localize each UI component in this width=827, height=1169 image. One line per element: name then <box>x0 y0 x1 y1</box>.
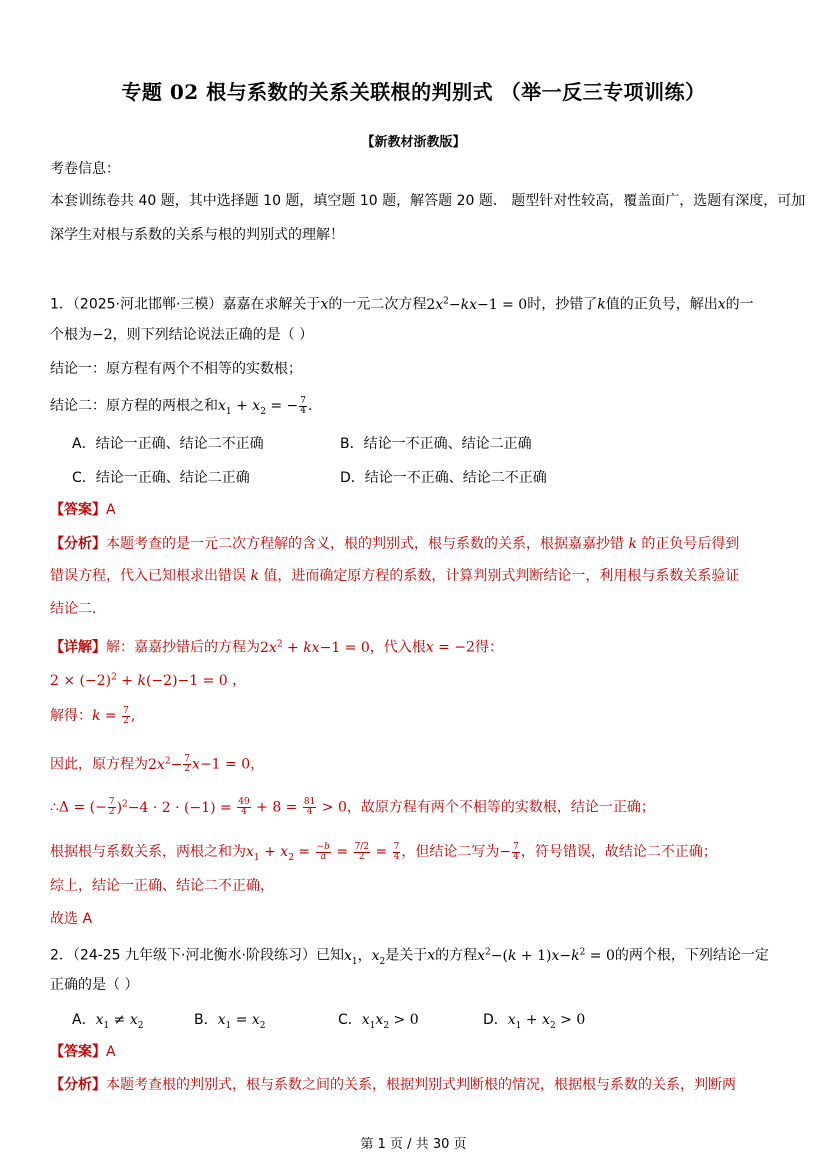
q1-conclusion-2: 结论二：原方程的两根之和$x_1 + x_2$ = − $\frac{7}{4}$ . <box>50 395 313 417</box>
q2-option-c[interactable]: C．$x_1x_2 > 0$ <box>338 1012 419 1031</box>
q1-answer: 【答案】A <box>50 502 116 518</box>
q1-detail-line-4: 因此，原方程为$2x^2-$ $\frac{7}{2}$ x−1 = 0， <box>50 754 265 775</box>
q1-stem-line-2: 个根为−2，则下列结论说法正确的是（ ） <box>50 327 314 343</box>
q1-option-b[interactable]: B．结论一不正确、结论二正确 <box>340 436 532 452</box>
q1-option-d[interactable]: D．结论一不正确、结论二不正确 <box>340 470 547 486</box>
edition-subtitle: 【新教材浙教版】 <box>361 135 466 150</box>
exam-info-line-1: 本套训练卷共 40 题，其中选择题 10 题，填空题 10 题，解答题 20 题． 题型针对性较高，覆盖面广，选题有深度，可加 <box>50 193 806 209</box>
q1-option-a[interactable]: A．结论一正确、结论二不正确 <box>72 436 264 452</box>
exam-info-line-2: 深学生对根与系数的关系与根的判别式的理解！ <box>50 227 344 243</box>
q1-detail-line-1: 【详解】解：嘉嘉抄错后的方程为$2x^2 + kx-1 = 0$，代入根x = −2得： <box>50 639 503 656</box>
page-number: 第 1 页 / 共 30 页 <box>360 1137 467 1152</box>
q2-stem-line-1: 2．（24-25 九年级下·河北衡水·阶段练习）已知$x_1$，$x_2$是关于x的方程$x^2-(k + 1)x-k^2 = 0$的两个根，下列结论一定 <box>50 947 769 967</box>
exam-info-label: 考卷信息： <box>50 161 120 177</box>
q1-analysis-line-3: 结论二. <box>50 601 97 617</box>
q2-option-b[interactable]: B．$x_1 = x_2$ <box>194 1012 266 1031</box>
q1-detail-line-7: 综上，结论一正确、结论二不正确， <box>50 878 274 894</box>
q1-detail-line-6: 根据根与系数关系，两根之和为$x_1 + x_2$ = $\frac{-b}{a}$ = $\frac{7/2}{2}$ = $\frac{7}{4}$ ，但结论二写为− $\frac{7}{4}$ ，符号错误，故结论二不正确； <box>50 841 717 863</box>
q1-detail-line-2: $2 \times (-2)^2 + k(-2)-1 = 0$ ， <box>50 672 247 689</box>
q2-option-a[interactable]: A．$x_1 \ne x_2$ <box>72 1012 144 1031</box>
q1-stem-line-1: 1．（2025·河北邯郸·三模）嘉嘉在求解关于x的一元二次方程$2x^2-kx-1 = 0$时，抄错了k值的正负号，解出x的一 <box>50 296 754 313</box>
page-title: 专题 02 根与系数的关系关联根的判别式 （举一反三专项训练） <box>121 80 706 104</box>
q2-option-d[interactable]: D．$x_1 + x_2 > 0$ <box>483 1012 586 1031</box>
q2-stem-line-2: 正确的是（ ） <box>50 977 139 993</box>
q1-detail-line-3: 解得：k = $\frac{7}{2}$ , <box>50 705 136 726</box>
q1-analysis-line-1: 【分析】本题考查的是一元二次方程解的含义，根的判别式，根与系数的关系，根据嘉嘉抄错 k 的正负号后得到 <box>50 536 740 552</box>
q1-analysis-line-2: 错误方程，代入已知根求出错误 k 值，进而确定原方程的系数，计算判别式判断结论一，利用根与系数关系验证 <box>50 568 740 584</box>
q1-detail-line-5: ∴Δ = (− $\frac{7}{2}$ )$^2$−4 · 2 · (−1) = $\frac{49}{4}$ + 8 = $\frac{81}{4}$ > 0，故原方程有两个不相等的实数根，结论一正确； <box>50 797 655 818</box>
q2-analysis-line-1: 【分析】本题考查根的判别式，根与系数之间的关系，根据判别式判断根的情况，根据根与系数的关系，判断两 <box>50 1077 736 1093</box>
q1-option-c[interactable]: C．结论一正确、结论二正确 <box>72 470 250 486</box>
q1-conclusion-1: 结论一：原方程有两个不相等的实数根； <box>50 361 302 377</box>
q1-detail-line-8: 故选 A <box>50 911 93 927</box>
q2-answer: 【答案】A <box>50 1044 116 1060</box>
